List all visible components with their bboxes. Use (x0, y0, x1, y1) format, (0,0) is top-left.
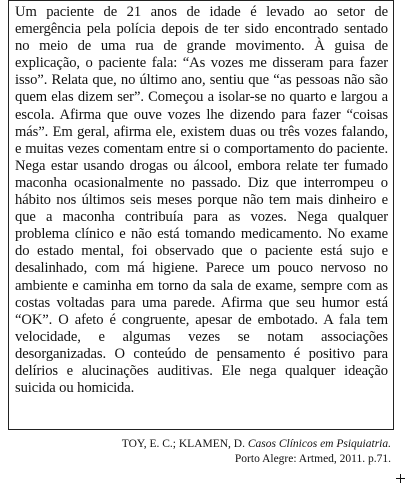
citation-authors: TOY, E. C.; KLAMEN, D. (121, 438, 245, 450)
citation-title: Casos Clínicos em Psiquiatria. (247, 438, 391, 450)
citation-line-1 (51, 437, 391, 452)
citation-publisher: Porto Alegre: Artmed, 2011. p.71. (234, 453, 391, 465)
crosshair-icon (396, 474, 405, 483)
passage-text: Um paciente de 21 anos de idade é levado ao setor de emergência pela polícia depois de ter sido encontrado sentado no meio de uma rua de grande movimento. À guisa de explicação, o paciente fala: “As vozes me disseram para fazer isso”. Relata que, no último ano, sentiu que “as pessoas não são quem elas dizem ser”. Começou a isolar-se no quarto e largou a escola. Afirma que ouve vozes lhe dizendo para fazer “coisas más”. Em geral, afirma ele, existem duas ou três vozes falando, e muitas vezes comentam entre si o comportamento do paciente. Nega estar usando drogas ou álcool, embora relate ter fumado maconha ocasionalmente no passado. Diz que interrompeu o hábito nos últimos seis meses porque não tem mais dinheiro e que a maconha contribuía para as vozes. Nega qualquer problema clínico e não está tomando medicamento. No exame do estado mental, foi observado que o paciente está sujo e desalinhado, com má higiene. Parece um pouco nervoso no ambiente e caminha em torno da sala de exame, sempre com as costas voltadas para uma parede. Afirma que seu humor está “OK”. O afeto é congruente, apesar de embotado. A fala tem velocidade, e algumas vezes se notam associações desorganizadas. O conteúdo de pensamento é positivo para delírios e alucinações auditivas. Ele nega qualquer ideação suicida ou homicida. (15, 4, 388, 397)
citation (51, 437, 391, 467)
passage-box (8, 0, 394, 430)
